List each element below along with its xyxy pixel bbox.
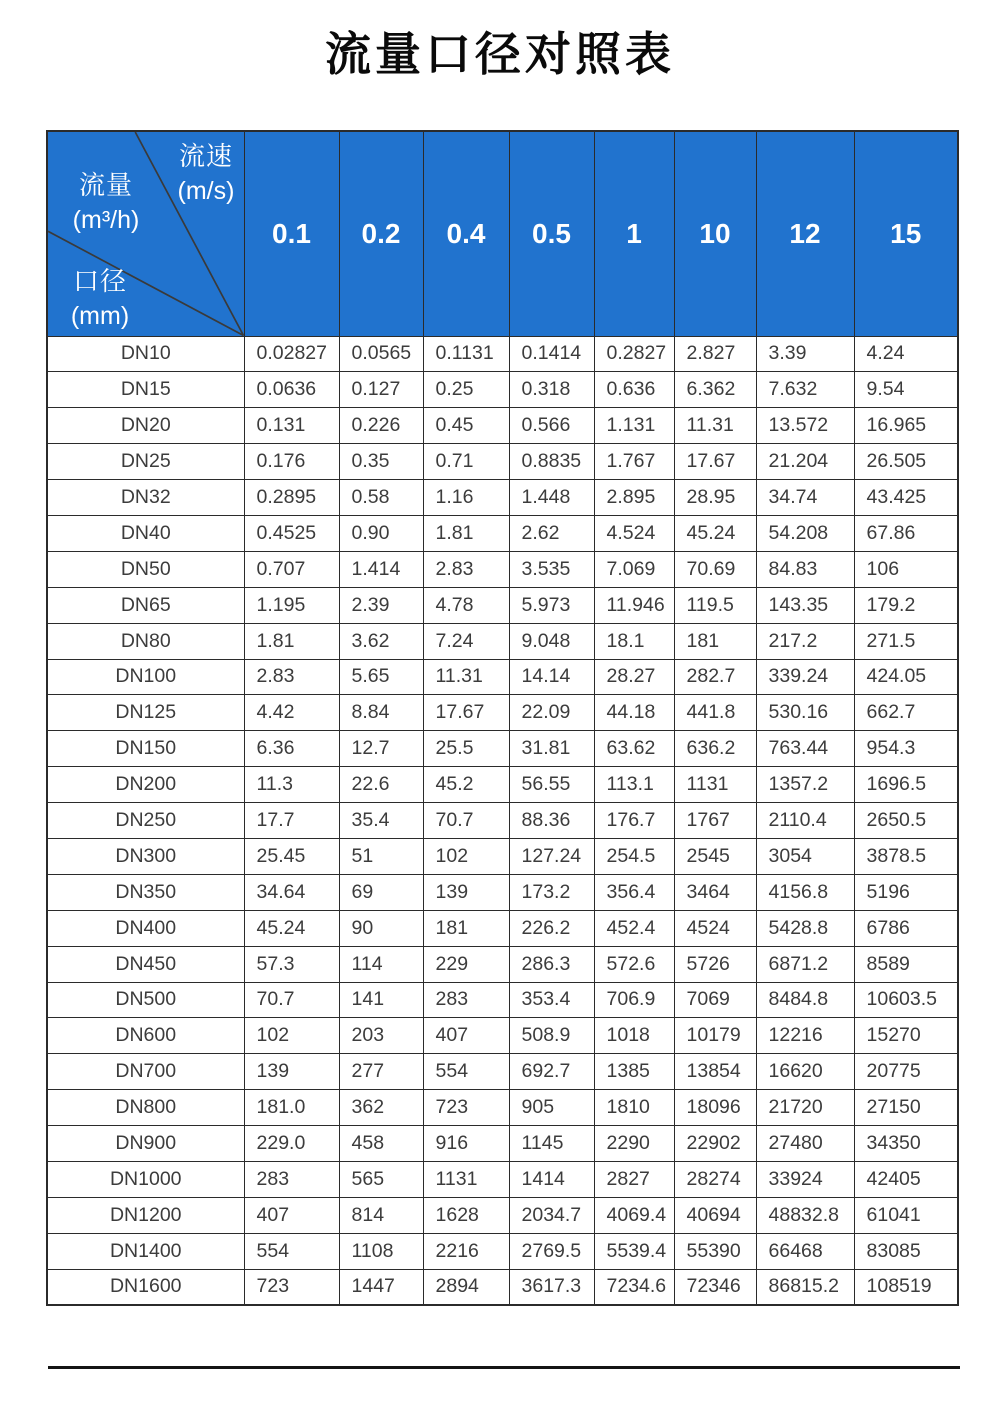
flow-value-cell: 0.0636 [244, 372, 339, 408]
flow-value-cell: 179.2 [854, 587, 958, 623]
flow-value-cell: 217.2 [756, 623, 854, 659]
diameter-cell: DN900 [47, 1126, 244, 1162]
flow-value-cell: 339.24 [756, 659, 854, 695]
flow-value-cell: 84.83 [756, 551, 854, 587]
flow-value-cell: 108519 [854, 1269, 958, 1305]
flow-value-cell: 229 [423, 946, 509, 982]
flow-value-cell: 5.973 [509, 587, 594, 623]
table-row [47, 551, 958, 587]
diameter-cell: DN250 [47, 803, 244, 839]
flow-value-cell: 69 [339, 874, 423, 910]
flow-value-cell: 2894 [423, 1269, 509, 1305]
flow-value-cell: 1.81 [244, 623, 339, 659]
flow-value-cell: 0.176 [244, 444, 339, 480]
flow-value-cell: 34350 [854, 1126, 958, 1162]
flow-value-cell: 0.1414 [509, 336, 594, 372]
flow-value-cell: 45.24 [674, 515, 756, 551]
table-row [47, 946, 958, 982]
flow-value-cell: 508.9 [509, 1018, 594, 1054]
flow-value-cell: 4524 [674, 910, 756, 946]
diameter-cell: DN1600 [47, 1269, 244, 1305]
velocity-column-header: 0.5 [509, 131, 594, 336]
flow-value-cell: 45.2 [423, 767, 509, 803]
flow-value-cell: 1385 [594, 1054, 674, 1090]
flow-value-cell: 70.7 [244, 982, 339, 1018]
flow-value-cell: 139 [423, 874, 509, 910]
table-row [47, 767, 958, 803]
table-row [47, 623, 958, 659]
flow-value-cell: 44.18 [594, 695, 674, 731]
flow-value-cell: 1108 [339, 1233, 423, 1269]
flow-value-cell: 3878.5 [854, 838, 958, 874]
table-row [47, 1269, 958, 1305]
flow-value-cell: 229.0 [244, 1126, 339, 1162]
flow-value-cell: 21720 [756, 1090, 854, 1126]
corner-header-cell [47, 131, 244, 336]
flow-value-cell: 16620 [756, 1054, 854, 1090]
diameter-label-text: 口径 [72, 266, 127, 296]
flow-value-cell: 0.127 [339, 372, 423, 408]
flow-value-cell: 6871.2 [756, 946, 854, 982]
flow-value-cell: 0.4525 [244, 515, 339, 551]
flow-value-cell: 102 [423, 838, 509, 874]
flow-value-cell: 458 [339, 1126, 423, 1162]
flow-value-cell: 0.90 [339, 515, 423, 551]
flow-value-cell: 17.67 [674, 444, 756, 480]
velocity-column-header: 0.1 [244, 131, 339, 336]
flow-value-cell: 7.632 [756, 372, 854, 408]
flow-value-cell: 277 [339, 1054, 423, 1090]
diameter-cell: DN600 [47, 1018, 244, 1054]
diameter-cell: DN80 [47, 623, 244, 659]
flow-value-cell: 34.64 [244, 874, 339, 910]
flow-value-cell: 2.62 [509, 515, 594, 551]
diameter-cell: DN20 [47, 408, 244, 444]
flow-value-cell: 283 [423, 982, 509, 1018]
table-row [47, 372, 958, 408]
flow-value-cell: 0.707 [244, 551, 339, 587]
table-row [47, 1197, 958, 1233]
flow-value-cell: 14.14 [509, 659, 594, 695]
flow-value-cell: 6786 [854, 910, 958, 946]
flow-value-cell: 4.24 [854, 336, 958, 372]
flow-value-cell: 554 [244, 1233, 339, 1269]
flow-value-cell: 22.6 [339, 767, 423, 803]
flow-value-cell: 0.1131 [423, 336, 509, 372]
flow-value-cell: 8589 [854, 946, 958, 982]
flow-value-cell: 51 [339, 838, 423, 874]
flow-value-cell: 57.3 [244, 946, 339, 982]
flow-unit-text: (m³/h) [72, 206, 140, 235]
flow-value-cell: 0.45 [423, 408, 509, 444]
flow-value-cell: 119.5 [674, 587, 756, 623]
flow-value-cell: 407 [244, 1197, 339, 1233]
flow-value-cell: 2769.5 [509, 1233, 594, 1269]
flow-value-cell: 1145 [509, 1126, 594, 1162]
flow-value-cell: 2110.4 [756, 803, 854, 839]
diameter-cell: DN10 [47, 336, 244, 372]
flow-value-cell: 83085 [854, 1233, 958, 1269]
diameter-cell: DN1000 [47, 1161, 244, 1197]
flow-value-cell: 0.35 [339, 444, 423, 480]
flow-value-cell: 4.42 [244, 695, 339, 731]
diameter-cell: DN1200 [47, 1197, 244, 1233]
flow-value-cell: 7.24 [423, 623, 509, 659]
flow-value-cell: 127.24 [509, 838, 594, 874]
flow-value-cell: 5539.4 [594, 1233, 674, 1269]
table-row [47, 659, 958, 695]
flow-value-cell: 0.8835 [509, 444, 594, 480]
flow-value-cell: 11.3 [244, 767, 339, 803]
flow-value-cell: 3.535 [509, 551, 594, 587]
flow-value-cell: 11.946 [594, 587, 674, 623]
flow-value-cell: 1.448 [509, 480, 594, 516]
flow-value-cell: 662.7 [854, 695, 958, 731]
flow-value-cell: 572.6 [594, 946, 674, 982]
flow-value-cell: 1131 [674, 767, 756, 803]
flow-value-cell: 16.965 [854, 408, 958, 444]
table-row [47, 336, 958, 372]
flow-value-cell: 31.81 [509, 731, 594, 767]
flow-value-cell: 353.4 [509, 982, 594, 1018]
flow-value-cell: 22.09 [509, 695, 594, 731]
flow-value-cell: 407 [423, 1018, 509, 1054]
flow-value-cell: 3054 [756, 838, 854, 874]
flow-value-cell: 3617.3 [509, 1269, 594, 1305]
flow-value-cell: 25.5 [423, 731, 509, 767]
flow-value-cell: 90 [339, 910, 423, 946]
flow-value-cell: 35.4 [339, 803, 423, 839]
flow-value-cell: 4156.8 [756, 874, 854, 910]
flow-value-cell: 72346 [674, 1269, 756, 1305]
table-row [47, 1018, 958, 1054]
flow-value-cell: 424.05 [854, 659, 958, 695]
flow-value-cell: 10603.5 [854, 982, 958, 1018]
flow-diameter-table [46, 130, 959, 1306]
diameter-cell: DN125 [47, 695, 244, 731]
flow-value-cell: 7.069 [594, 551, 674, 587]
flow-value-cell: 21.204 [756, 444, 854, 480]
flow-value-cell: 905 [509, 1090, 594, 1126]
flow-value-cell: 0.636 [594, 372, 674, 408]
diameter-cell: DN150 [47, 731, 244, 767]
flow-value-cell: 2.83 [244, 659, 339, 695]
diameter-cell: DN500 [47, 982, 244, 1018]
flow-value-cell: 143.35 [756, 587, 854, 623]
flow-value-cell: 706.9 [594, 982, 674, 1018]
flow-value-cell: 0.2827 [594, 336, 674, 372]
flow-value-cell: 6.36 [244, 731, 339, 767]
flow-value-cell: 1.131 [594, 408, 674, 444]
flow-value-cell: 40694 [674, 1197, 756, 1233]
flow-value-cell: 18096 [674, 1090, 756, 1126]
table-row [47, 480, 958, 516]
flow-value-cell: 1696.5 [854, 767, 958, 803]
velocity-column-header: 10 [674, 131, 756, 336]
flow-value-cell: 356.4 [594, 874, 674, 910]
flow-value-cell: 0.0565 [339, 336, 423, 372]
flow-value-cell: 916 [423, 1126, 509, 1162]
flow-value-cell: 67.86 [854, 515, 958, 551]
flow-value-cell: 692.7 [509, 1054, 594, 1090]
flow-value-cell: 22902 [674, 1126, 756, 1162]
flow-value-cell: 3.62 [339, 623, 423, 659]
flow-value-cell: 173.2 [509, 874, 594, 910]
flow-value-cell: 8.84 [339, 695, 423, 731]
diameter-cell: DN15 [47, 372, 244, 408]
flow-value-cell: 48832.8 [756, 1197, 854, 1233]
flow-value-cell: 181 [674, 623, 756, 659]
diameter-cell: DN200 [47, 767, 244, 803]
flow-value-cell: 114 [339, 946, 423, 982]
diameter-cell: DN1400 [47, 1233, 244, 1269]
flow-value-cell: 362 [339, 1090, 423, 1126]
flow-value-cell: 226.2 [509, 910, 594, 946]
table-row [47, 731, 958, 767]
flow-value-cell: 452.4 [594, 910, 674, 946]
flow-value-cell: 1018 [594, 1018, 674, 1054]
velocity-column-header: 0.2 [339, 131, 423, 336]
flow-value-cell: 54.208 [756, 515, 854, 551]
diameter-cell: DN65 [47, 587, 244, 623]
velocity-column-header: 0.4 [423, 131, 509, 336]
flow-value-cell: 9.048 [509, 623, 594, 659]
flow-value-cell: 106 [854, 551, 958, 587]
flow-value-cell: 1447 [339, 1269, 423, 1305]
flow-value-cell: 1.414 [339, 551, 423, 587]
table-body [47, 336, 958, 1305]
flow-value-cell: 42405 [854, 1161, 958, 1197]
flow-value-cell: 0.2895 [244, 480, 339, 516]
flow-value-cell: 27150 [854, 1090, 958, 1126]
flow-value-cell: 1.195 [244, 587, 339, 623]
flow-value-cell: 10179 [674, 1018, 756, 1054]
table-row [47, 838, 958, 874]
flow-value-cell: 1.81 [423, 515, 509, 551]
flow-value-cell: 28.27 [594, 659, 674, 695]
flow-value-cell: 33924 [756, 1161, 854, 1197]
flow-value-cell: 554 [423, 1054, 509, 1090]
flow-value-cell: 26.505 [854, 444, 958, 480]
flow-value-cell: 55390 [674, 1233, 756, 1269]
flow-value-cell: 2.827 [674, 336, 756, 372]
flow-value-cell: 8484.8 [756, 982, 854, 1018]
flow-value-cell: 176.7 [594, 803, 674, 839]
flow-value-cell: 6.362 [674, 372, 756, 408]
flow-value-cell: 12.7 [339, 731, 423, 767]
flow-value-cell: 2.83 [423, 551, 509, 587]
flow-value-cell: 723 [244, 1269, 339, 1305]
flow-value-cell: 814 [339, 1197, 423, 1233]
diameter-cell: DN32 [47, 480, 244, 516]
table-row [47, 1233, 958, 1269]
velocity-label-text: 流速 [178, 141, 233, 171]
header-row [47, 131, 958, 336]
flow-value-cell: 0.566 [509, 408, 594, 444]
flow-value-cell: 0.131 [244, 408, 339, 444]
flow-value-cell: 1357.2 [756, 767, 854, 803]
flow-value-cell: 17.7 [244, 803, 339, 839]
diameter-cell: DN50 [47, 551, 244, 587]
flow-value-cell: 181.0 [244, 1090, 339, 1126]
velocity-axis-label [166, 139, 244, 208]
flow-value-cell: 4069.4 [594, 1197, 674, 1233]
flow-value-cell: 723 [423, 1090, 509, 1126]
flow-value-cell: 0.25 [423, 372, 509, 408]
diameter-cell: DN300 [47, 838, 244, 874]
flow-value-cell: 88.36 [509, 803, 594, 839]
flow-value-cell: 283 [244, 1161, 339, 1197]
diameter-cell: DN450 [47, 946, 244, 982]
flow-value-cell: 2827 [594, 1161, 674, 1197]
flow-value-cell: 28.95 [674, 480, 756, 516]
velocity-column-header: 15 [854, 131, 958, 336]
flow-value-cell: 113.1 [594, 767, 674, 803]
flow-value-cell: 141 [339, 982, 423, 1018]
table-row [47, 1054, 958, 1090]
flow-value-cell: 63.62 [594, 731, 674, 767]
flow-label-text: 流量 [78, 170, 133, 200]
flow-axis-label [54, 168, 158, 237]
flow-value-cell: 1414 [509, 1161, 594, 1197]
table-row [47, 1126, 958, 1162]
diameter-cell: DN40 [47, 515, 244, 551]
flow-value-cell: 7234.6 [594, 1269, 674, 1305]
flow-value-cell: 45.24 [244, 910, 339, 946]
flow-value-cell: 271.5 [854, 623, 958, 659]
table-row [47, 444, 958, 480]
flow-value-cell: 954.3 [854, 731, 958, 767]
flow-value-cell: 2216 [423, 1233, 509, 1269]
table-row [47, 408, 958, 444]
diameter-cell: DN400 [47, 910, 244, 946]
flow-value-cell: 17.67 [423, 695, 509, 731]
flow-value-cell: 66468 [756, 1233, 854, 1269]
flow-value-cell: 5726 [674, 946, 756, 982]
table-row [47, 910, 958, 946]
flow-value-cell: 2650.5 [854, 803, 958, 839]
diameter-unit-text: (mm) [70, 302, 130, 331]
flow-value-cell: 254.5 [594, 838, 674, 874]
flow-value-cell: 4.78 [423, 587, 509, 623]
flow-value-cell: 61041 [854, 1197, 958, 1233]
flow-value-cell: 0.58 [339, 480, 423, 516]
table-row [47, 1090, 958, 1126]
diameter-cell: DN700 [47, 1054, 244, 1090]
flow-value-cell: 441.8 [674, 695, 756, 731]
flow-value-cell: 9.54 [854, 372, 958, 408]
flow-value-cell: 12216 [756, 1018, 854, 1054]
flow-value-cell: 28274 [674, 1161, 756, 1197]
diameter-cell: DN350 [47, 874, 244, 910]
flow-value-cell: 1.767 [594, 444, 674, 480]
flow-value-cell: 4.524 [594, 515, 674, 551]
flow-value-cell: 181 [423, 910, 509, 946]
flow-value-cell: 102 [244, 1018, 339, 1054]
flow-value-cell: 43.425 [854, 480, 958, 516]
flow-value-cell: 20775 [854, 1054, 958, 1090]
bottom-divider [48, 1366, 960, 1369]
flow-value-cell: 70.7 [423, 803, 509, 839]
flow-value-cell: 565 [339, 1161, 423, 1197]
flow-value-cell: 763.44 [756, 731, 854, 767]
flow-value-cell: 13854 [674, 1054, 756, 1090]
flow-value-cell: 34.74 [756, 480, 854, 516]
flow-value-cell: 0.318 [509, 372, 594, 408]
flow-value-cell: 0.02827 [244, 336, 339, 372]
flow-value-cell: 2290 [594, 1126, 674, 1162]
table-row [47, 803, 958, 839]
flow-value-cell: 139 [244, 1054, 339, 1090]
table-row [47, 874, 958, 910]
flow-value-cell: 3464 [674, 874, 756, 910]
flow-value-cell: 2.895 [594, 480, 674, 516]
flow-value-cell: 11.31 [674, 408, 756, 444]
flow-value-cell: 1810 [594, 1090, 674, 1126]
flow-value-cell: 5428.8 [756, 910, 854, 946]
flow-value-cell: 3.39 [756, 336, 854, 372]
flow-value-cell: 11.31 [423, 659, 509, 695]
flow-value-cell: 530.16 [756, 695, 854, 731]
flow-value-cell: 27480 [756, 1126, 854, 1162]
table-row [47, 1161, 958, 1197]
table-row [47, 695, 958, 731]
flow-value-cell: 1628 [423, 1197, 509, 1233]
flow-value-cell: 0.71 [423, 444, 509, 480]
flow-value-cell: 13.572 [756, 408, 854, 444]
diameter-cell: DN100 [47, 659, 244, 695]
flow-value-cell: 1131 [423, 1161, 509, 1197]
diameter-cell: DN25 [47, 444, 244, 480]
flow-value-cell: 25.45 [244, 838, 339, 874]
flow-value-cell: 18.1 [594, 623, 674, 659]
flow-value-cell: 0.226 [339, 408, 423, 444]
flow-value-cell: 282.7 [674, 659, 756, 695]
table-row [47, 515, 958, 551]
flow-value-cell: 86815.2 [756, 1269, 854, 1305]
flow-value-cell: 2034.7 [509, 1197, 594, 1233]
velocity-unit-text: (m/s) [177, 177, 235, 206]
velocity-column-header: 12 [756, 131, 854, 336]
flow-value-cell: 636.2 [674, 731, 756, 767]
page-title: 流量口径对照表 [325, 28, 675, 80]
flow-value-cell: 203 [339, 1018, 423, 1054]
table-row [47, 982, 958, 1018]
flow-value-cell: 2545 [674, 838, 756, 874]
flow-value-cell: 286.3 [509, 946, 594, 982]
flow-value-cell: 1767 [674, 803, 756, 839]
flow-value-cell: 15270 [854, 1018, 958, 1054]
flow-value-cell: 5.65 [339, 659, 423, 695]
flow-value-cell: 7069 [674, 982, 756, 1018]
diameter-cell: DN800 [47, 1090, 244, 1126]
flow-value-cell: 56.55 [509, 767, 594, 803]
table-row [47, 587, 958, 623]
flow-value-cell: 5196 [854, 874, 958, 910]
flow-value-cell: 2.39 [339, 587, 423, 623]
diameter-axis-label [52, 264, 148, 333]
flow-value-cell: 70.69 [674, 551, 756, 587]
velocity-column-header: 1 [594, 131, 674, 336]
flow-value-cell: 1.16 [423, 480, 509, 516]
